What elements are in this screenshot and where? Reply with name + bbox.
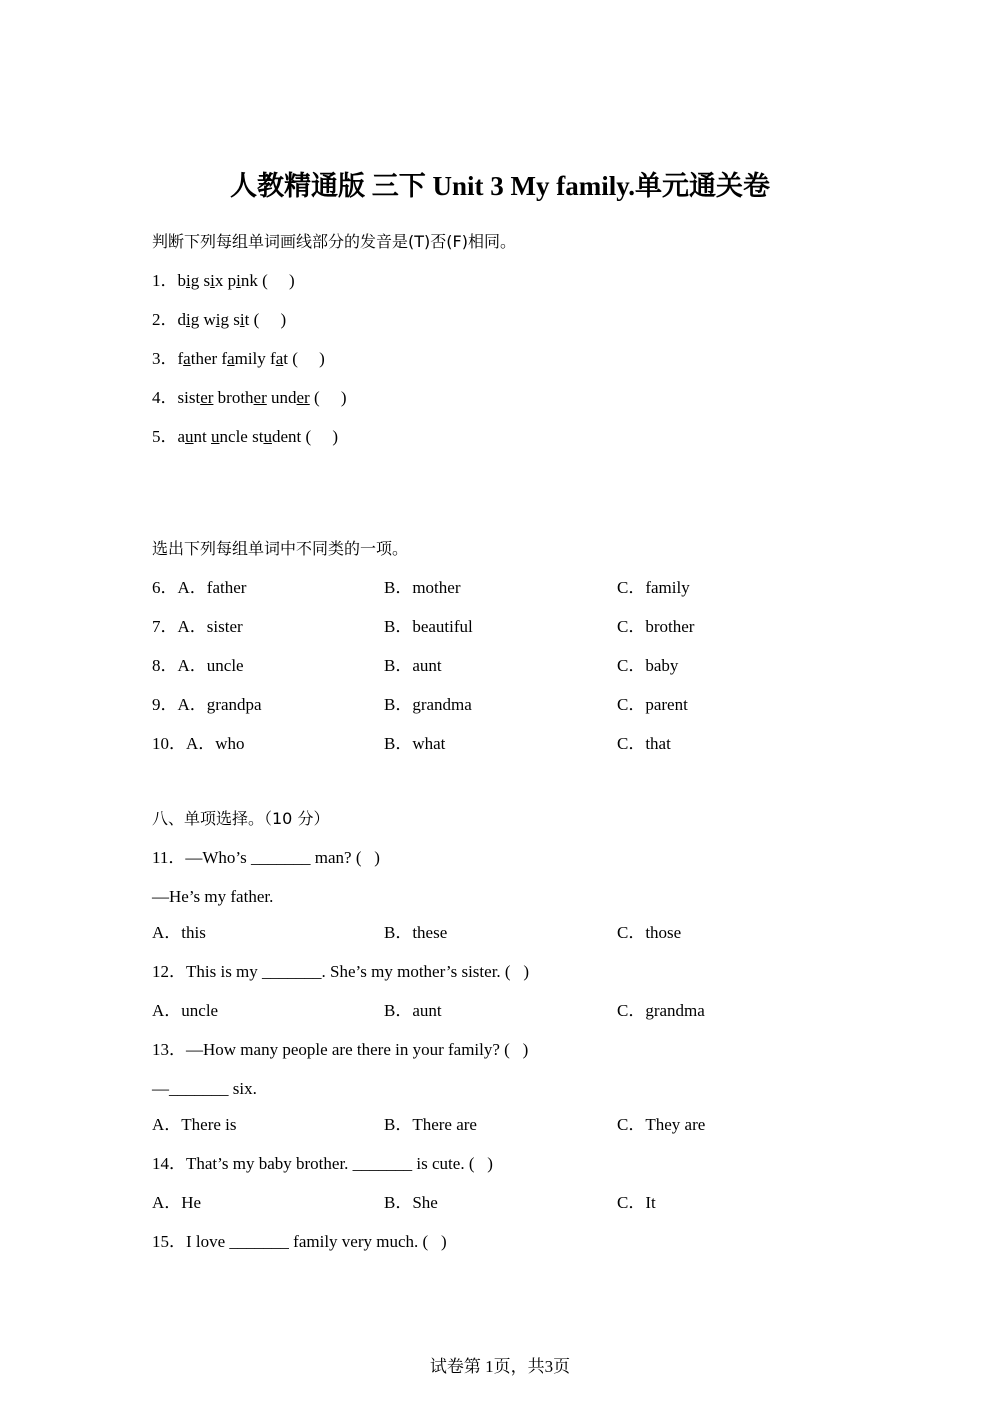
section1-item-5 xyxy=(152,426,338,448)
word-text: nk ( ) xyxy=(240,271,295,290)
question-number: 5． xyxy=(152,427,178,446)
word-text: f xyxy=(177,349,184,368)
question-number: 4． xyxy=(152,388,178,407)
underlined-part: u xyxy=(211,427,220,446)
q11-stem: 11．—Who’s _______ man? ( ) xyxy=(152,848,380,867)
q11-option-a: A．this xyxy=(152,923,206,942)
word-text: a xyxy=(177,427,186,446)
underlined-part: u xyxy=(263,427,272,446)
word-text: und xyxy=(266,388,297,407)
section1-item-2 xyxy=(152,309,286,331)
q6-option-b: B．mother xyxy=(384,578,461,597)
q7-option-a: 7．A．sister xyxy=(152,617,243,636)
q9-option-c: C．parent xyxy=(617,695,688,714)
word-text: d xyxy=(177,310,186,329)
q8-option-b: B．aunt xyxy=(384,656,442,675)
section1-item-3 xyxy=(152,348,325,370)
q14-option-b: B．She xyxy=(384,1193,438,1212)
q13-option-b: B．There are xyxy=(384,1115,477,1134)
word-text: ( ) xyxy=(309,388,347,407)
word-text: ncle st xyxy=(219,427,264,446)
word-text: t ( ) xyxy=(283,349,325,368)
underlined-part: i xyxy=(236,271,241,290)
underlined-part: i xyxy=(239,310,245,329)
question-number: 3． xyxy=(152,349,178,368)
page-footer: 试卷第 1页，共3页 xyxy=(429,1357,571,1376)
q10-option-b: B．what xyxy=(384,734,446,753)
underlined-part: ig xyxy=(215,310,229,329)
underlined-part: er xyxy=(296,388,310,407)
q13-answer-line: —_______ six. xyxy=(152,1079,257,1098)
q9-option-b: B．grandma xyxy=(384,695,472,714)
word-text: s xyxy=(199,271,211,290)
q6-option-c: C．family xyxy=(617,578,690,597)
section2-instruction: 选出下列每组单词中不同类的一项。 xyxy=(152,539,409,558)
q7-option-b: B．beautiful xyxy=(384,617,473,636)
word-text: ther f xyxy=(190,349,228,368)
q7-option-c: C．brother xyxy=(617,617,695,636)
section1-item-4 xyxy=(152,387,347,409)
word-text: broth xyxy=(213,388,254,407)
question-number: 1． xyxy=(152,271,178,290)
word-text: nt xyxy=(193,427,212,446)
word-text: x p xyxy=(214,271,237,290)
q15-stem: 15．I love _______ family very much. ( ) xyxy=(152,1232,447,1251)
word-text: s xyxy=(229,310,240,329)
underlined-part: er xyxy=(200,388,214,407)
word-text: dent ( ) xyxy=(271,427,339,446)
question-number: 2． xyxy=(152,310,178,329)
word-text: mily f xyxy=(234,349,276,368)
word-text: w xyxy=(199,310,216,329)
underlined-part: a xyxy=(275,349,284,368)
underlined-part: ig xyxy=(186,271,200,290)
q11-option-c: C．those xyxy=(617,923,682,942)
q10-option-a: 10．A．who xyxy=(152,734,245,753)
q14-option-a: A．He xyxy=(152,1193,202,1212)
q9-option-a: 9．A．grandpa xyxy=(152,695,262,714)
underlined-part: ig xyxy=(186,310,200,329)
word-text: sist xyxy=(177,388,201,407)
underlined-part: a xyxy=(183,349,191,368)
underlined-part: i xyxy=(210,271,215,290)
underlined-part: u xyxy=(185,427,194,446)
q12-option-a: A．uncle xyxy=(152,1001,219,1020)
word-text: t ( ) xyxy=(244,310,287,329)
section1-item-1 xyxy=(152,270,295,292)
q12-stem: 12．This is my _______. She’s my mother’s sister. ( ) xyxy=(152,962,529,981)
q12-option-b: B．aunt xyxy=(384,1001,442,1020)
q8-option-c: C．baby xyxy=(617,656,679,675)
q13-stem: 13．—How many people are there in your family? ( ) xyxy=(152,1040,529,1059)
underlined-part: a xyxy=(227,349,235,368)
q14-option-c: C．It xyxy=(617,1193,656,1212)
q14-stem: 14．That’s my baby brother. _______ is cute. ( ) xyxy=(152,1154,493,1173)
q13-option-a: A．There is xyxy=(152,1115,237,1134)
q13-option-c: C．They are xyxy=(617,1115,706,1134)
section1-instruction: 判断下列每组单词画线部分的发音是(T)否(F)相同。 xyxy=(152,232,516,251)
q11-option-b: B．these xyxy=(384,923,448,942)
word-text: b xyxy=(177,271,186,290)
underlined-part: er xyxy=(253,388,267,407)
q6-option-a: 6．A．father xyxy=(152,578,247,597)
q8-option-a: 8．A．uncle xyxy=(152,656,244,675)
q11-answer-line: —He’s my father. xyxy=(152,887,274,906)
section3-heading: 八、单项选择。（10 分） xyxy=(152,809,330,828)
q12-option-c: C．grandma xyxy=(617,1001,705,1020)
q10-option-c: C．that xyxy=(617,734,671,753)
page-title: 人教精通版 三下 Unit 3 My family.单元通关卷 xyxy=(230,171,770,201)
